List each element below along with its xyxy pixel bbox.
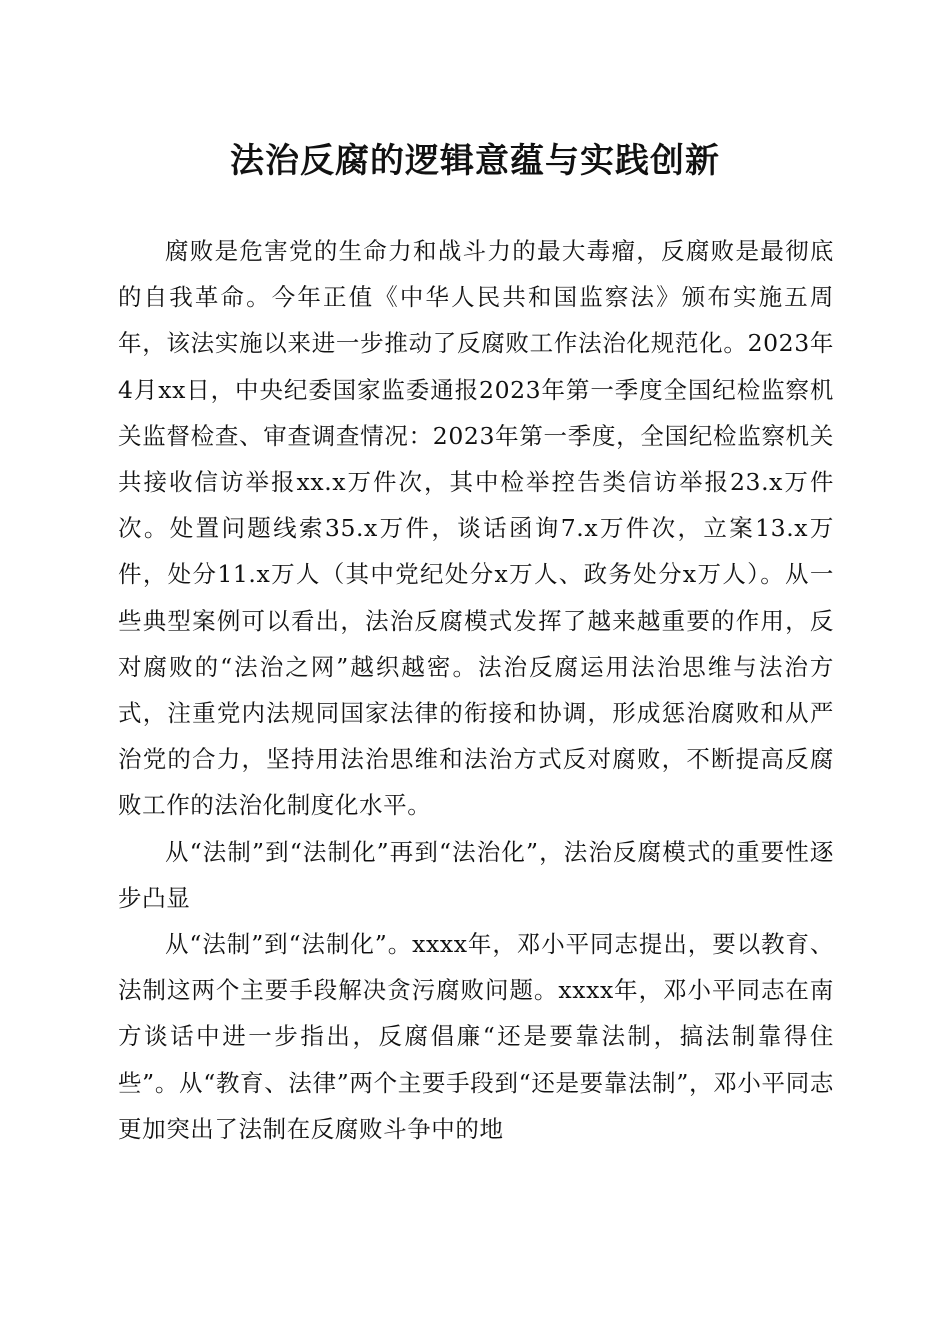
document-title: 法治反腐的逻辑意蕴与实践创新 (230, 141, 720, 181)
paragraph-history: 从“法制”到“法制化”。xxxx年，邓小平同志提出，要以教育、法制这两个主要手段解决贪污腐败问题。xxxx年，邓小平同志在南方谈话中进一步指出，反腐倡廉“还是要靠法制，搞法制靠得住些”。从“教育、法律”两个主要手段到“还是要靠法制”，邓小平同志更加突出了法制在反腐败斗争中的地 (118, 930, 834, 1143)
paragraph-section-heading: 从“法制”到“法制化”再到“法治化”，法治反腐模式的重要性逐步凸显 (118, 837, 834, 912)
paragraph-intro: 腐败是危害党的生命力和战斗力的最大毒瘤，反腐败是最彻底的自我革命。今年正值《中华人民共和国监察法》颁布实施五周年，该法实施以来进一步推动了反腐败工作法治化规范化。2023年4月xx日，中央纪委国家监委通报2023年第一季度全国纪检监察机关监督检查、审查调查情况：2023年第一季度，全国纪检监察机关共接收信访举报xx.x万件次，其中检举控告类信访举报23.x万件次。处置问题线索35.x万件，谈话函询7.x万件次，立案13.x万件，处分11.x万人（其中党纪处分x万人、政务处分x万人）。从一些典型案例可以看出，法治反腐模式发挥了越来越重要的作用，反对腐败的“法治之网”越织越密。法治反腐运用法治思维与法治方式，注重党内法规同国家法律的衔接和协调，形成惩治腐败和从严治党的合力，坚持用法治思维和法治方式反对腐败，不断提高反腐败工作的法治化制度化水平。 (118, 237, 834, 820)
document-body (118, 228, 834, 1152)
